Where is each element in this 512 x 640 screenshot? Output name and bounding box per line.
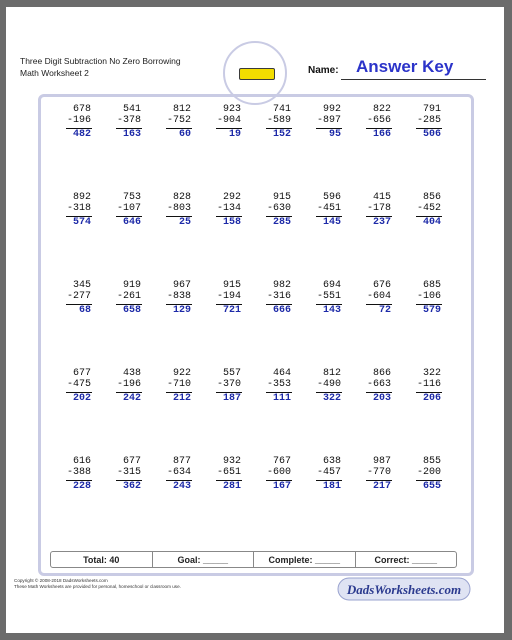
subtraction-problem xyxy=(350,104,400,192)
subtrahend: -116 xyxy=(416,379,441,390)
subtraction-problem xyxy=(350,192,400,280)
minuend: 292 xyxy=(222,192,241,203)
answer: 143 xyxy=(322,305,341,316)
subtraction-problem xyxy=(250,368,300,456)
subtraction-problem xyxy=(200,368,250,456)
answer: 404 xyxy=(422,217,441,228)
subtraction-problem xyxy=(150,104,200,192)
subtraction-problem xyxy=(300,280,350,368)
answer: 721 xyxy=(222,305,241,316)
answer: 574 xyxy=(72,217,91,228)
minuend: 767 xyxy=(272,456,291,467)
minuend: 856 xyxy=(422,192,441,203)
answer: 579 xyxy=(422,305,441,316)
minuend: 541 xyxy=(122,104,141,115)
subtrahend: -178 xyxy=(366,203,391,214)
answer: 181 xyxy=(322,481,341,492)
footer xyxy=(14,578,181,590)
name-label: Name: xyxy=(308,65,339,76)
subtraction-problem xyxy=(200,104,250,192)
subtrahend: -838 xyxy=(166,291,191,302)
minuend: 987 xyxy=(372,456,391,467)
answer: 237 xyxy=(372,217,391,228)
score-bar xyxy=(50,551,457,568)
subtraction-problem xyxy=(50,192,100,280)
subtraction-problem xyxy=(400,192,450,280)
answer: 285 xyxy=(272,217,291,228)
minuend: 676 xyxy=(372,280,391,291)
subtraction-problem xyxy=(150,368,200,456)
subtraction-problem xyxy=(400,368,450,456)
answer: 482 xyxy=(72,129,91,140)
subtraction-problem xyxy=(250,280,300,368)
subtrahend: -370 xyxy=(216,379,241,390)
subtrahend: -106 xyxy=(416,291,441,302)
minuend: 557 xyxy=(222,368,241,379)
answer: 152 xyxy=(272,129,291,140)
subtrahend: -261 xyxy=(116,291,141,302)
subtrahend: -388 xyxy=(66,467,91,478)
answer: 506 xyxy=(422,129,441,140)
minuend: 877 xyxy=(172,456,191,467)
subtraction-problem xyxy=(100,104,150,192)
minuend: 915 xyxy=(222,280,241,291)
answer: 658 xyxy=(122,305,141,316)
subtrahend: -457 xyxy=(316,467,341,478)
subtraction-problem xyxy=(250,104,300,192)
subtraction-problem xyxy=(300,368,350,456)
answer-key-label: Answer Key xyxy=(356,57,454,76)
subtraction-problem xyxy=(200,192,250,280)
subtrahend: -134 xyxy=(216,203,241,214)
subtraction-problem xyxy=(200,280,250,368)
subtraction-problem xyxy=(250,192,300,280)
subtraction-problem xyxy=(150,456,200,544)
minuend: 677 xyxy=(122,456,141,467)
answer: 217 xyxy=(372,481,391,492)
answer: 145 xyxy=(322,217,341,228)
complete-cell: Complete: _____ xyxy=(254,552,356,567)
answer: 655 xyxy=(422,481,441,492)
subtrahend: -318 xyxy=(66,203,91,214)
answer: 19 xyxy=(228,129,241,140)
answer: 72 xyxy=(378,305,391,316)
subtrahend: -107 xyxy=(116,203,141,214)
subtraction-problem xyxy=(250,456,300,544)
subtrahend: -551 xyxy=(316,291,341,302)
minuend: 678 xyxy=(72,104,91,115)
subtrahend: -897 xyxy=(316,115,341,126)
answer: 95 xyxy=(328,129,341,140)
subtraction-problem xyxy=(50,368,100,456)
answer: 202 xyxy=(72,393,91,404)
answer: 25 xyxy=(178,217,191,228)
minuend: 932 xyxy=(222,456,241,467)
subtraction-problem xyxy=(300,456,350,544)
subtrahend: -315 xyxy=(116,467,141,478)
subtrahend: -451 xyxy=(316,203,341,214)
correct-cell: Correct: _____ xyxy=(374,554,438,565)
subtrahend: -656 xyxy=(366,115,391,126)
minuend: 855 xyxy=(422,456,441,467)
minuend: 415 xyxy=(372,192,391,203)
answer: 322 xyxy=(322,393,341,404)
answer: 166 xyxy=(372,129,391,140)
subtrahend: -316 xyxy=(266,291,291,302)
answer: 243 xyxy=(172,481,191,492)
minuend: 596 xyxy=(322,192,341,203)
minuend: 915 xyxy=(272,192,291,203)
minuend: 677 xyxy=(72,368,91,379)
minuend: 919 xyxy=(122,280,141,291)
logo-text: DadsWorksheets.com xyxy=(346,582,462,597)
minuend: 345 xyxy=(72,280,91,291)
subtrahend: -490 xyxy=(316,379,341,390)
answer: 60 xyxy=(178,129,191,140)
minuend: 822 xyxy=(372,104,391,115)
answer: 212 xyxy=(172,393,191,404)
name-underline xyxy=(341,79,486,80)
answer: 167 xyxy=(272,481,291,492)
minuend: 685 xyxy=(422,280,441,291)
subtraction-problem xyxy=(100,280,150,368)
minuend: 866 xyxy=(372,368,391,379)
subtraction-problem xyxy=(400,456,450,544)
subtrahend: -630 xyxy=(266,203,291,214)
answer: 187 xyxy=(222,393,241,404)
total-cell: Total: 40 xyxy=(51,552,153,567)
subtraction-problem xyxy=(150,280,200,368)
answer: 111 xyxy=(272,393,291,404)
subtrahend: -752 xyxy=(166,115,191,126)
subtrahend: -196 xyxy=(66,115,91,126)
subtraction-problem xyxy=(300,192,350,280)
subtraction-problem xyxy=(350,456,400,544)
problem-grid xyxy=(50,104,450,544)
answer: 228 xyxy=(72,481,91,492)
subtrahend: -663 xyxy=(366,379,391,390)
subtraction-problem xyxy=(100,456,150,544)
answer: 206 xyxy=(422,393,441,404)
subtraction-problem xyxy=(400,280,450,368)
subtrahend: -803 xyxy=(166,203,191,214)
subtrahend: -277 xyxy=(66,291,91,302)
subtraction-problem xyxy=(150,192,200,280)
dadsworksheets-logo xyxy=(336,574,472,604)
subtrahend: -651 xyxy=(216,467,241,478)
subtrahend: -604 xyxy=(366,291,391,302)
subtrahend: -710 xyxy=(166,379,191,390)
subtraction-problem xyxy=(100,192,150,280)
subtraction-problem xyxy=(350,368,400,456)
title-line-1: Three Digit Subtraction No Zero Borrowing xyxy=(20,56,181,66)
minuend: 828 xyxy=(172,192,191,203)
answer: 666 xyxy=(272,305,291,316)
subtrahend: -200 xyxy=(416,467,441,478)
answer: 68 xyxy=(78,305,91,316)
subtrahend: -353 xyxy=(266,379,291,390)
gold-bar-icon xyxy=(239,68,275,80)
answer: 362 xyxy=(122,481,141,492)
subtraction-problem xyxy=(50,104,100,192)
subtrahend: -196 xyxy=(116,379,141,390)
minuend: 438 xyxy=(122,368,141,379)
title-line-2: Math Worksheet 2 xyxy=(20,68,89,78)
minuend: 812 xyxy=(172,104,191,115)
subtrahend: -589 xyxy=(266,115,291,126)
subtrahend: -378 xyxy=(116,115,141,126)
copyright-text: Copyright © 2008-2018 DadsWorksheets.com xyxy=(14,578,108,583)
minuend: 922 xyxy=(172,368,191,379)
minuend: 694 xyxy=(322,280,341,291)
answer: 203 xyxy=(372,393,391,404)
subtraction-problem xyxy=(200,456,250,544)
subtraction-problem xyxy=(350,280,400,368)
minuend: 992 xyxy=(322,104,341,115)
answer: 281 xyxy=(222,481,241,492)
subtraction-problem xyxy=(50,280,100,368)
answer: 129 xyxy=(172,305,191,316)
subtraction-problem xyxy=(50,456,100,544)
minuend: 967 xyxy=(172,280,191,291)
minuend: 791 xyxy=(422,104,441,115)
minuend: 322 xyxy=(422,368,441,379)
answer: 163 xyxy=(122,129,141,140)
minuend: 982 xyxy=(272,280,291,291)
minuend: 892 xyxy=(72,192,91,203)
minuend: 741 xyxy=(272,104,291,115)
worksheet-title xyxy=(20,55,181,79)
subtrahend: -475 xyxy=(66,379,91,390)
usage-note: These Math Worksheets are provided for personal, homeschool or classroom use. xyxy=(14,584,181,589)
answer: 158 xyxy=(222,217,241,228)
minuend: 616 xyxy=(72,456,91,467)
minuend: 812 xyxy=(322,368,341,379)
minuend: 638 xyxy=(322,456,341,467)
subtrahend: -904 xyxy=(216,115,241,126)
goal-cell: Goal: _____ xyxy=(153,552,255,567)
subtrahend: -194 xyxy=(216,291,241,302)
subtrahend: -770 xyxy=(366,467,391,478)
subtrahend: -634 xyxy=(166,467,191,478)
answer: 646 xyxy=(122,217,141,228)
subtraction-problem xyxy=(100,368,150,456)
minuend: 923 xyxy=(222,104,241,115)
subtraction-problem xyxy=(400,104,450,192)
subtraction-problem xyxy=(300,104,350,192)
subtrahend: -452 xyxy=(416,203,441,214)
answer: 242 xyxy=(122,393,141,404)
minuend: 464 xyxy=(272,368,291,379)
subtrahend: -285 xyxy=(416,115,441,126)
minuend: 753 xyxy=(122,192,141,203)
subtrahend: -600 xyxy=(266,467,291,478)
